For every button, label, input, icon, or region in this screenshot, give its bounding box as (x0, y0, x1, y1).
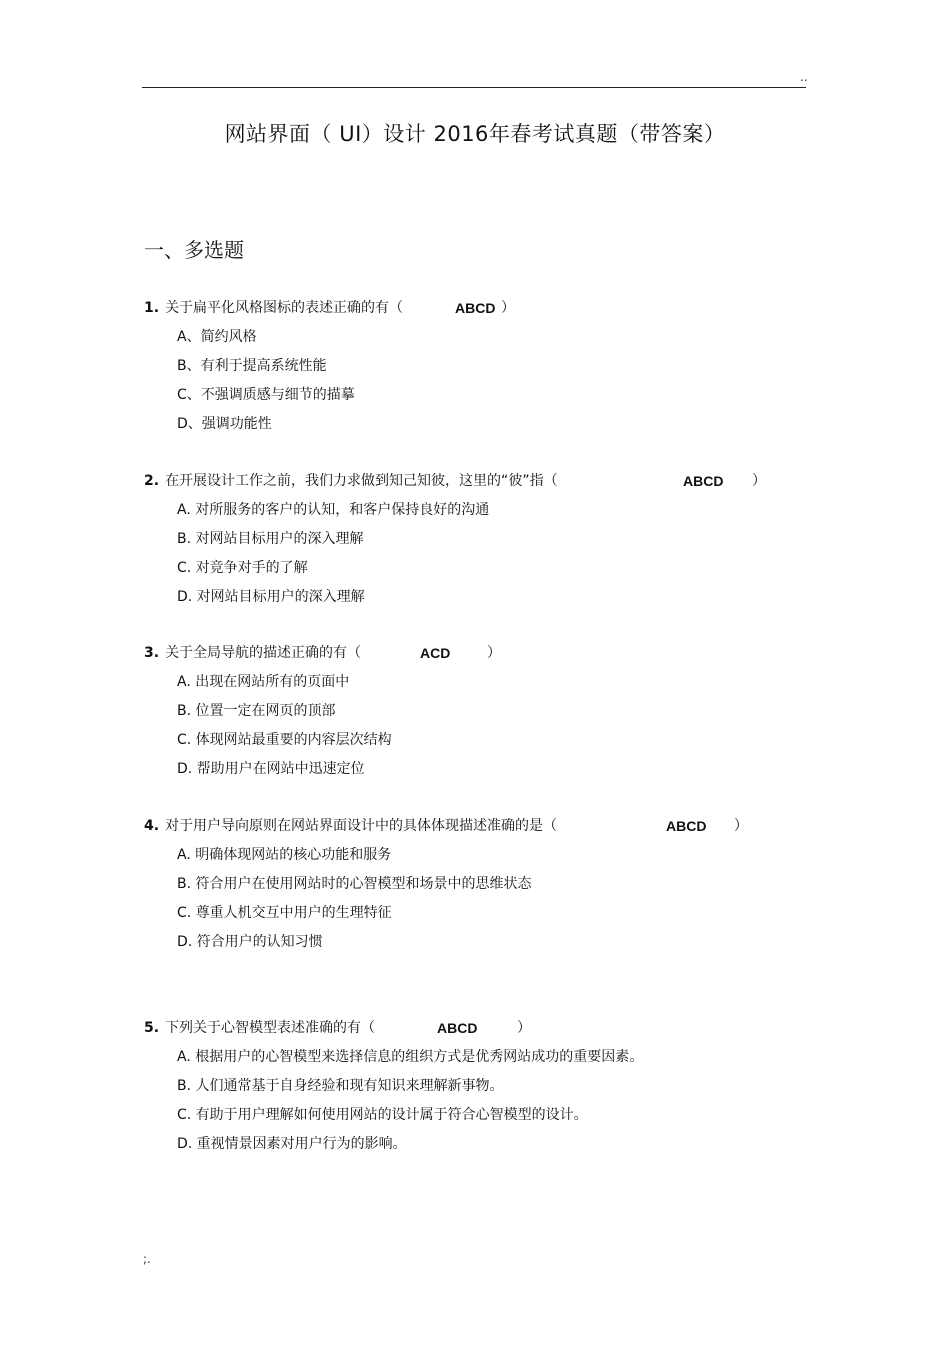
option-c: C. 有助于用户理解如何使用网站的设计属于符合心智模型的设计。 (177, 1107, 588, 1123)
option-c: C. 体现网站最重要的内容层次结构 (177, 732, 392, 748)
option-a: A. 对所服务的客户的认知，和客户保持良好的沟通 (177, 502, 490, 518)
question-number: 3. (144, 645, 160, 661)
question-4 (144, 815, 844, 960)
question-3 (144, 642, 844, 787)
option-c: C. 对竞争对手的了解 (177, 560, 308, 576)
question-stem (144, 642, 844, 671)
option-c: C、不强调质感与细节的描摹 (177, 387, 355, 403)
option-b: B. 对网站目标用户的深入理解 (177, 531, 364, 547)
option-a: A. 明确体现网站的核心功能和服务 (177, 847, 392, 863)
question-number: 5. (144, 1020, 160, 1036)
question-5 (144, 1017, 844, 1162)
question-number: 4. (144, 818, 160, 834)
question-stem (144, 470, 844, 499)
question-stem (144, 1017, 844, 1046)
closing-paren: ） (501, 300, 515, 316)
option-d: D、强调功能性 (177, 416, 272, 432)
option-d: D. 符合用户的认知习惯 (177, 934, 323, 950)
section-heading: 一、多选题 (144, 238, 244, 262)
closing-paren: ） (517, 1020, 531, 1036)
option-a: A. 根据用户的心智模型来选择信息的组织方式是优秀网站成功的重要因素。 (177, 1049, 644, 1065)
option-a: A. 出现在网站所有的页面中 (177, 674, 350, 690)
answer-key: ABCD (666, 818, 707, 834)
option-d: D. 对网站目标用户的深入理解 (177, 589, 365, 605)
document-title: 网站界面（ UI）设计 2016年春考试真题（带答案） (224, 122, 726, 146)
option-b: B. 位置一定在网页的顶部 (177, 703, 336, 719)
option-a: A、简约风格 (177, 329, 257, 345)
question-text: 对于用户导向原则在网站界面设计中的具体体现描述准确的是（ (165, 818, 558, 834)
option-d: D. 帮助用户在网站中迅速定位 (177, 761, 365, 777)
footer-mark: ;. (143, 1252, 151, 1266)
option-b: B. 符合用户在使用网站时的心智模型和场景中的思维状态 (177, 876, 532, 892)
question-1 (144, 297, 844, 442)
header-rule (142, 87, 806, 88)
option-b: B. 人们通常基于自身经验和现有知识来理解新事物。 (177, 1078, 504, 1094)
question-text: 下列关于心智模型表述准确的有（ (165, 1020, 376, 1036)
option-b: B、有利于提高系统性能 (177, 358, 327, 374)
answer-key: ABCD (455, 300, 496, 316)
answer-key: ABCD (437, 1020, 478, 1036)
option-c: C. 尊重人机交互中用户的生理特征 (177, 905, 392, 921)
closing-paren: ） (487, 645, 501, 661)
closing-paren: ） (752, 473, 766, 489)
question-text: 关于全局导航的描述正确的有（ (165, 645, 362, 661)
option-d: D. 重视情景因素对用户行为的影响。 (177, 1136, 407, 1152)
header-mark: .. (800, 70, 808, 84)
answer-key: ACD (420, 645, 451, 661)
question-number: 1. (144, 300, 160, 316)
question-2 (144, 470, 844, 615)
question-text: 关于扁平化风格图标的表述正确的有（ (165, 300, 404, 316)
question-number: 2. (144, 473, 160, 489)
question-text: 在开展设计工作之前，我们力求做到知己知彼，这里的“彼”指（ (165, 473, 558, 489)
question-stem (144, 297, 844, 326)
closing-paren: ） (734, 818, 748, 834)
question-stem (144, 815, 844, 844)
answer-key: ABCD (683, 473, 724, 489)
